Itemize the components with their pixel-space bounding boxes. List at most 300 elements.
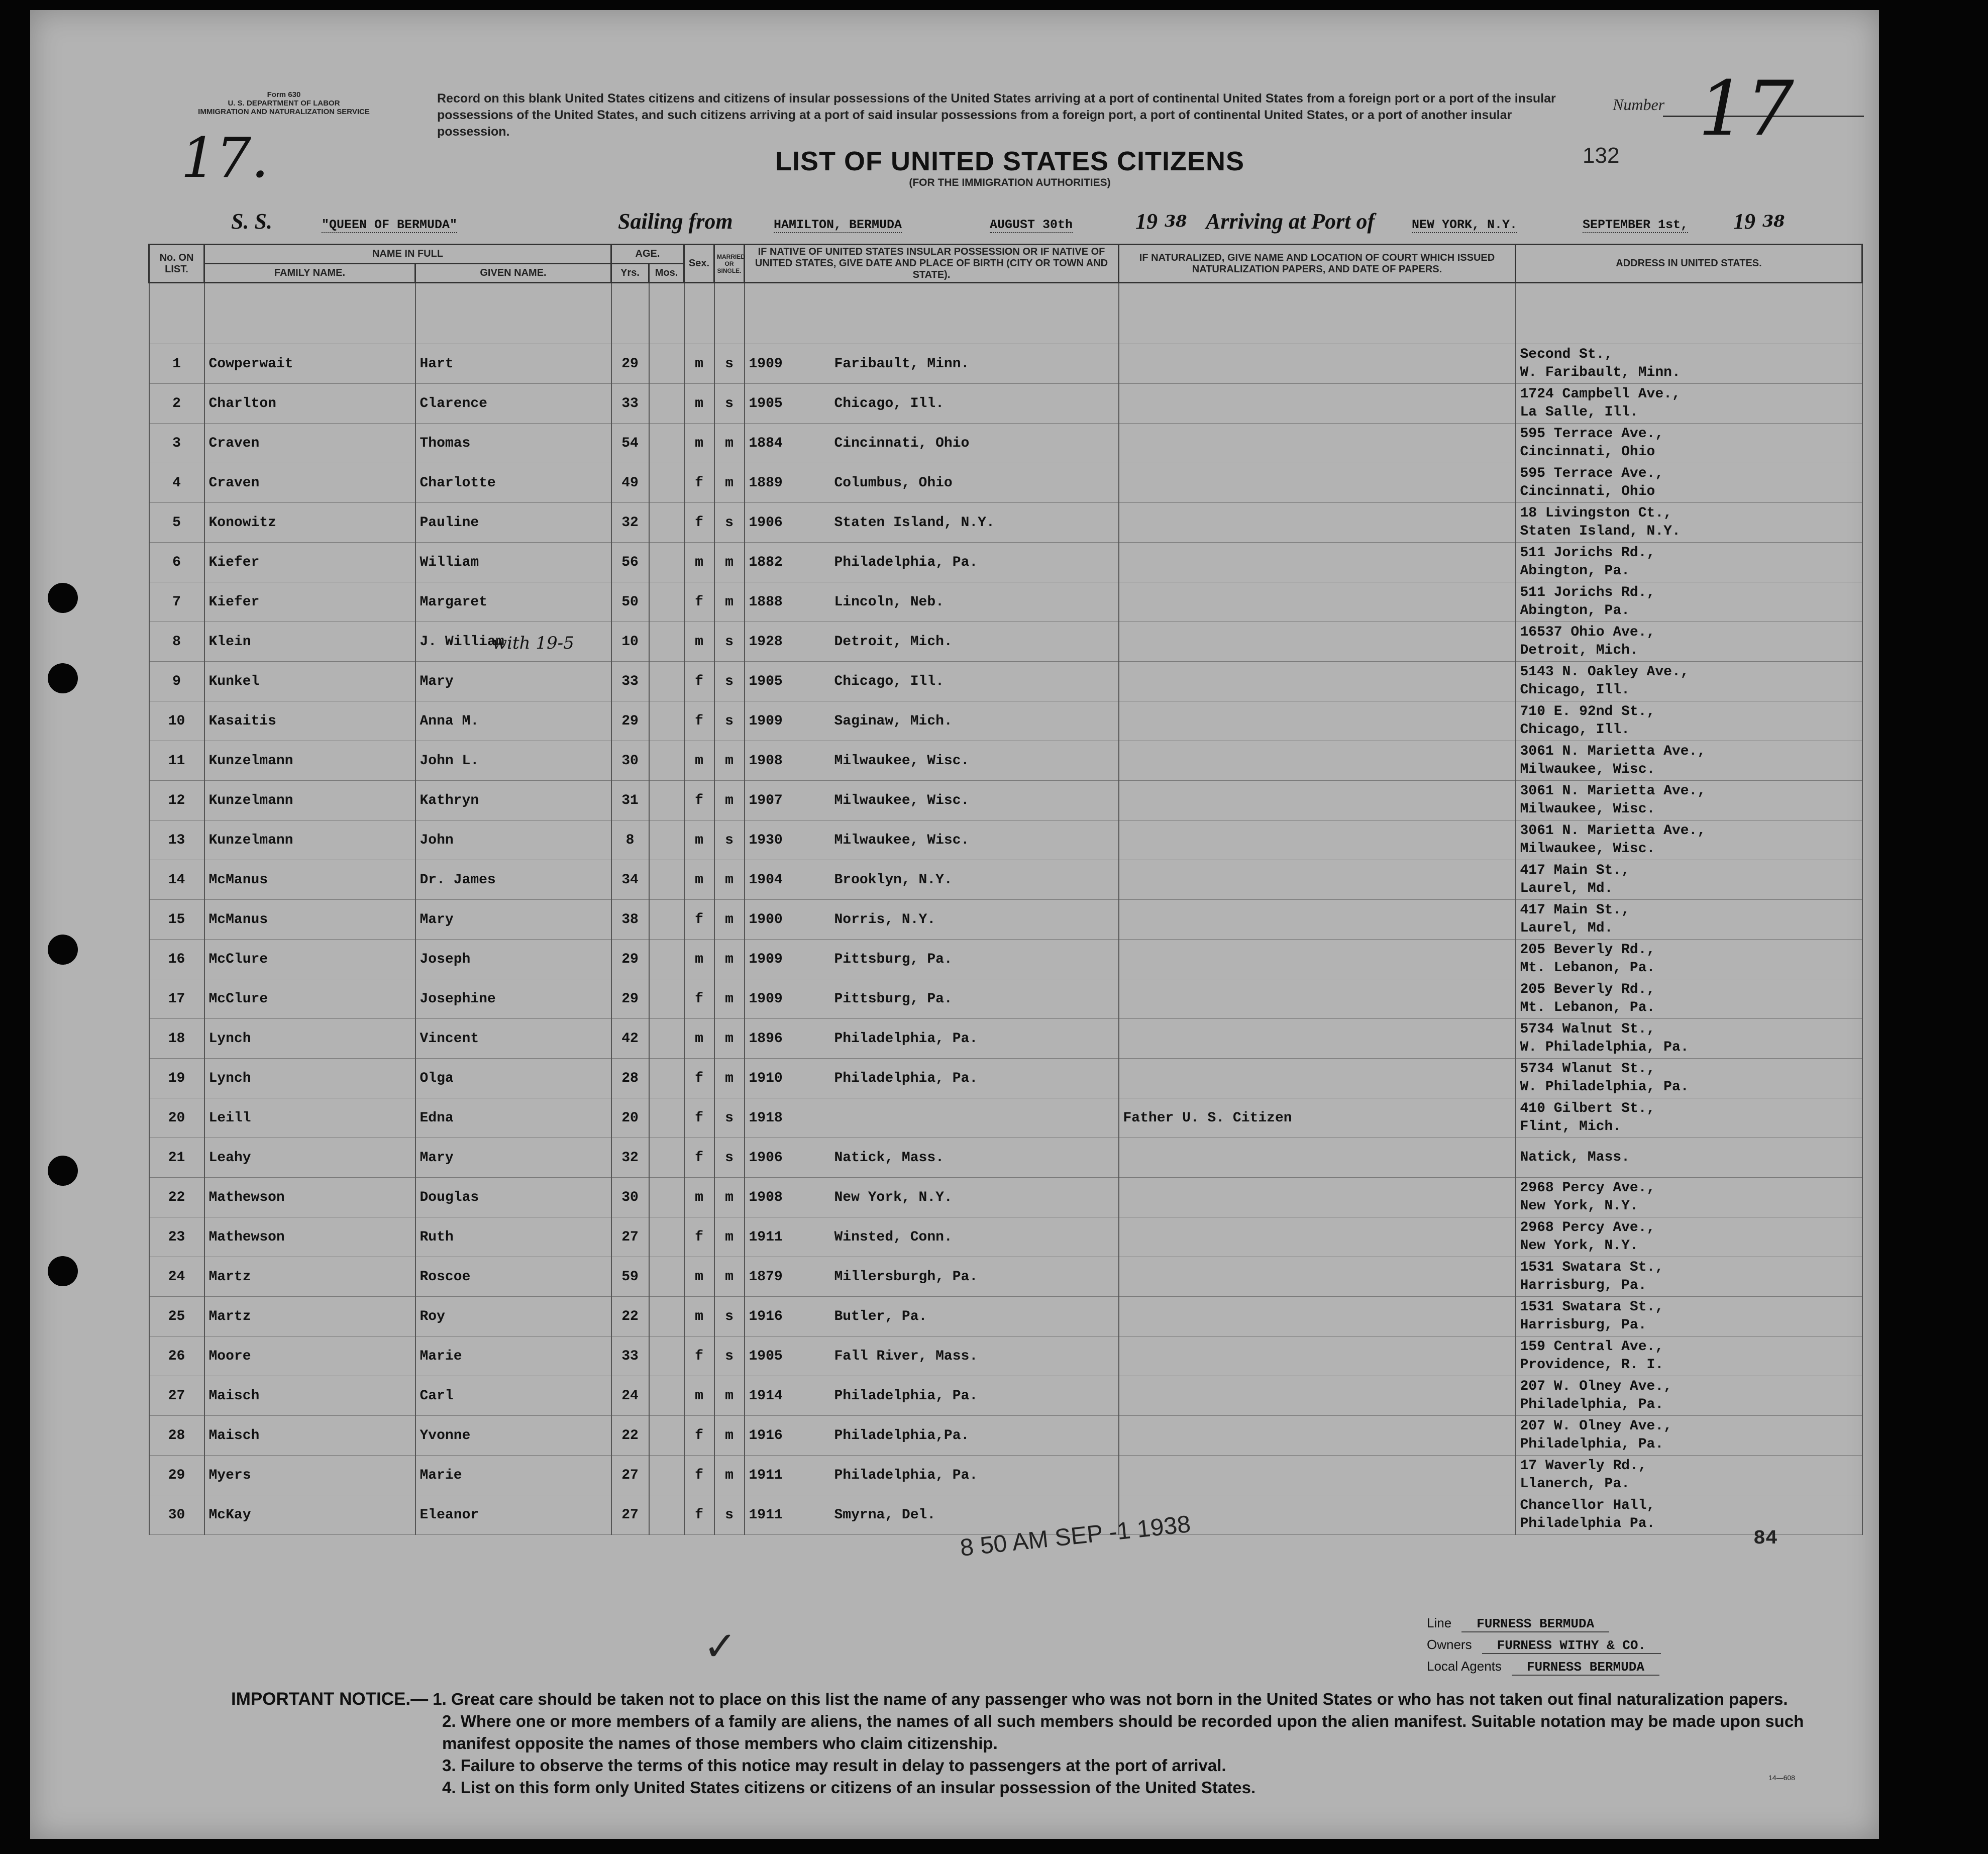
- table-row: [149, 940, 1862, 979]
- birth-info: [745, 820, 1119, 860]
- birth-info: [745, 860, 1119, 900]
- naturalization: [1119, 940, 1516, 979]
- family-name: Konowitz: [204, 503, 415, 543]
- notice-item-4: 4. List on this form only United States citizens or citizens of an insular possession of the United States.: [442, 1778, 1256, 1797]
- address-street: 16537 Ohio Ave.,: [1520, 625, 1655, 640]
- age-years: 29: [611, 344, 649, 384]
- sex: f: [684, 979, 714, 1019]
- naturalization: [1119, 662, 1516, 701]
- address-street: 2968 Percy Ave.,: [1520, 1180, 1655, 1196]
- given-name: Vincent: [415, 1019, 611, 1059]
- age-months: [649, 543, 684, 582]
- sailing-label: Sailing from: [618, 209, 733, 234]
- address-street: 410 Gilbert St.,: [1520, 1101, 1655, 1116]
- sex: m: [684, 424, 714, 463]
- birth-year: 1879: [749, 1269, 783, 1285]
- marital-status: m: [714, 781, 745, 820]
- address: [1516, 1376, 1862, 1416]
- birth-place: Winsted, Conn.: [834, 1229, 953, 1245]
- age-years: 27: [611, 1456, 649, 1495]
- age-years: 22: [611, 1416, 649, 1456]
- family-name: McKay: [204, 1495, 415, 1535]
- family-name: Leahy: [204, 1138, 415, 1178]
- owners-label: Owners: [1427, 1637, 1472, 1652]
- birth-place: Butler, Pa.: [834, 1308, 927, 1324]
- birth-year: 1906: [749, 514, 783, 531]
- family-name: Kunzelmann: [204, 741, 415, 781]
- agents-value: FURNESS BERMUDA: [1512, 1660, 1659, 1676]
- binder-hole: [48, 663, 78, 693]
- birth-info: [745, 1297, 1119, 1336]
- age-years: 29: [611, 940, 649, 979]
- birth-year: 1911: [749, 1507, 783, 1523]
- address: [1516, 940, 1862, 979]
- family-name: McClure: [204, 940, 415, 979]
- age-months: [649, 1495, 684, 1535]
- birth-place: Brooklyn, N.Y.: [834, 872, 953, 888]
- marital-status: m: [714, 424, 745, 463]
- table-row: [149, 1059, 1862, 1098]
- address-street: 5734 Walnut St.,: [1520, 1021, 1655, 1037]
- age-months: [649, 1178, 684, 1217]
- sailing-year: 38: [1165, 212, 1187, 231]
- age-years: 8: [611, 820, 649, 860]
- table-row: [149, 979, 1862, 1019]
- table-row: [149, 701, 1862, 741]
- birth-year: 1910: [749, 1070, 783, 1086]
- address-street: 3061 N. Marietta Ave.,: [1520, 744, 1706, 759]
- birth-info: [745, 1257, 1119, 1297]
- naturalization: Father U. S. Citizen: [1119, 1098, 1516, 1138]
- marital-status: s: [714, 622, 745, 662]
- birth-year: 1909: [749, 713, 783, 729]
- birth-info: [745, 662, 1119, 701]
- marital-status: m: [714, 582, 745, 622]
- number-value: 17: [1698, 65, 1794, 153]
- birth-info: [745, 781, 1119, 820]
- birth-place: Natick, Mass.: [834, 1150, 944, 1166]
- naturalization: [1119, 503, 1516, 543]
- family-name: Mathewson: [204, 1178, 415, 1217]
- table-row: [149, 1416, 1862, 1456]
- header-given-name: GIVEN NAME.: [415, 264, 611, 283]
- address: [1516, 979, 1862, 1019]
- birth-info: [745, 1098, 1119, 1138]
- birth-year: 1907: [749, 792, 783, 808]
- age-years: 54: [611, 424, 649, 463]
- binder-hole: [48, 935, 78, 965]
- address-city: Milwaukee, Wisc.: [1520, 841, 1655, 857]
- age-years: 56: [611, 543, 649, 582]
- address-street: 417 Main St.,: [1520, 863, 1630, 878]
- age-months: [649, 622, 684, 662]
- birth-year: 1905: [749, 673, 783, 689]
- table-row: [149, 1217, 1862, 1257]
- given-name: Thomas: [415, 424, 611, 463]
- page-subtitle: (FOR THE IMMIGRATION AUTHORITIES): [909, 177, 1111, 188]
- family-name: McManus: [204, 860, 415, 900]
- birth-place: Lincoln, Neb.: [834, 594, 944, 610]
- birth-info: [745, 582, 1119, 622]
- birth-info: [745, 1138, 1119, 1178]
- birth-info: [745, 1456, 1119, 1495]
- address: [1516, 1217, 1862, 1257]
- birth-year: 1904: [749, 872, 783, 888]
- notice-heading: IMPORTANT NOTICE.—: [231, 1689, 429, 1709]
- birth-info: [745, 384, 1119, 424]
- birth-info: [745, 424, 1119, 463]
- row-number: 3: [149, 424, 204, 463]
- birth-info: [745, 741, 1119, 781]
- address-city: Philadelphia Pa.: [1520, 1516, 1655, 1531]
- sex: m: [684, 820, 714, 860]
- address-street: 417 Main St.,: [1520, 902, 1630, 918]
- address-street: 2968 Percy Ave.,: [1520, 1220, 1655, 1235]
- table-row: [149, 1138, 1862, 1178]
- intro-text: Record on this blank United States citizens and citizens of insular possessions of the United States arriving at a port of continental United States from a foreign port or a port of the insular possessions of the United States, and such citizens arriving at a port of said insular possessions from a foreign port, a port of continental United States, or a port of another insular possession.: [437, 91, 1556, 139]
- address-street: 710 E. 92nd St.,: [1520, 704, 1655, 719]
- row-number: 19: [149, 1059, 204, 1098]
- table-row: [149, 1257, 1862, 1297]
- marital-status: m: [714, 1178, 745, 1217]
- given-name: Ruth: [415, 1217, 611, 1257]
- naturalization: [1119, 1217, 1516, 1257]
- family-name: Cowperwait: [204, 344, 415, 384]
- address-street: 1531 Swatara St.,: [1520, 1299, 1664, 1315]
- marital-status: m: [714, 463, 745, 503]
- address-city: Chicago, Ill.: [1520, 682, 1630, 698]
- age-years: 49: [611, 463, 649, 503]
- row-number: 17: [149, 979, 204, 1019]
- birth-year: 1908: [749, 753, 783, 769]
- naturalization: [1119, 860, 1516, 900]
- birth-info: [745, 940, 1119, 979]
- birth-year: 1918: [749, 1110, 783, 1126]
- passenger-table: [148, 244, 1863, 1535]
- age-months: [649, 1297, 684, 1336]
- address-city: Laurel, Md.: [1520, 881, 1613, 896]
- address-street: Chancellor Hall,: [1520, 1498, 1655, 1513]
- table-row: [149, 1336, 1862, 1376]
- address-city: W. Philadelphia, Pa.: [1520, 1079, 1689, 1095]
- marital-status: m: [714, 979, 745, 1019]
- marital-status: m: [714, 741, 745, 781]
- birth-info: [745, 1217, 1119, 1257]
- birth-place: Philadelphia, Pa.: [834, 1070, 978, 1086]
- address: [1516, 1257, 1862, 1297]
- form-number: Form 630: [267, 90, 301, 99]
- naturalization: [1119, 1297, 1516, 1336]
- naturalization: [1119, 463, 1516, 503]
- age-months: [649, 662, 684, 701]
- table-row: [149, 463, 1862, 503]
- age-years: 29: [611, 701, 649, 741]
- age-years: 30: [611, 1178, 649, 1217]
- sex: m: [684, 860, 714, 900]
- row-number: 24: [149, 1257, 204, 1297]
- naturalization: [1119, 1019, 1516, 1059]
- naturalization: [1119, 344, 1516, 384]
- sex: f: [684, 701, 714, 741]
- naturalization: [1119, 384, 1516, 424]
- address: [1516, 463, 1862, 503]
- address-street: 207 W. Olney Ave.,: [1520, 1379, 1672, 1394]
- age-months: [649, 741, 684, 781]
- line-label: Line: [1427, 1615, 1452, 1630]
- sex: f: [684, 1416, 714, 1456]
- address: [1516, 1297, 1862, 1336]
- naturalization: [1119, 622, 1516, 662]
- sex: f: [684, 1138, 714, 1178]
- age-years: 27: [611, 1495, 649, 1535]
- given-name: Olga: [415, 1059, 611, 1098]
- row-number: 8: [149, 622, 204, 662]
- voyage-line: [231, 209, 1814, 239]
- birth-info: [745, 344, 1119, 384]
- family-name: Kunzelmann: [204, 781, 415, 820]
- age-years: 38: [611, 900, 649, 940]
- address-city: W. Faribault, Minn.: [1520, 365, 1681, 380]
- sailing-from: HAMILTON, BERMUDA: [774, 218, 902, 232]
- arrival-date: SEPTEMBER 1st,: [1583, 218, 1689, 232]
- family-name: Kiefer: [204, 582, 415, 622]
- table-row: [149, 384, 1862, 424]
- given-name: Yvonne: [415, 1416, 611, 1456]
- sex: m: [684, 622, 714, 662]
- table-row: [149, 662, 1862, 701]
- birth-info: [745, 1416, 1119, 1456]
- header-no: No. ON LIST.: [149, 245, 204, 283]
- address-street: 595 Terrace Ave.,: [1520, 466, 1664, 481]
- family-name: Moore: [204, 1336, 415, 1376]
- sex: f: [684, 1059, 714, 1098]
- address-city: Philadelphia, Pa.: [1520, 1436, 1664, 1452]
- birth-info: [745, 463, 1119, 503]
- given-name: Mary: [415, 900, 611, 940]
- table-row: [149, 1178, 1862, 1217]
- birth-year: 1916: [749, 1427, 783, 1444]
- naturalization: [1119, 701, 1516, 741]
- row-number: 26: [149, 1336, 204, 1376]
- sex: m: [684, 1178, 714, 1217]
- given-name: Roy: [415, 1297, 611, 1336]
- address: [1516, 1495, 1862, 1535]
- sex: m: [684, 1019, 714, 1059]
- birth-place: Norris, N.Y.: [834, 911, 936, 928]
- header-married: MARRIED OR SINGLE.: [714, 245, 745, 283]
- birth-place: Chicago, Ill.: [834, 395, 944, 411]
- given-name: Hart: [415, 344, 611, 384]
- birth-place: Millersburgh, Pa.: [834, 1269, 978, 1285]
- birth-info: [745, 1019, 1119, 1059]
- address-street: 595 Terrace Ave.,: [1520, 426, 1664, 442]
- address-city: Mt. Lebanon, Pa.: [1520, 1000, 1655, 1015]
- birth-place: Pittsburg, Pa.: [834, 951, 953, 967]
- address: [1516, 781, 1862, 820]
- naturalization: [1119, 1336, 1516, 1376]
- header-naturalized: IF NATURALIZED, GIVE NAME AND LOCATION OF COURT WHICH ISSUED NATURALIZATION PAPERS, AND DATE OF PAPERS.: [1119, 245, 1516, 283]
- header-sex: Sex.: [684, 245, 714, 283]
- marital-status: m: [714, 1416, 745, 1456]
- number-label: Number: [1613, 95, 1665, 114]
- header-age: AGE.: [611, 245, 684, 264]
- given-name: Margaret: [415, 582, 611, 622]
- marital-status: s: [714, 344, 745, 384]
- table-row: [149, 344, 1862, 384]
- address-city: Cincinnati, Ohio: [1520, 444, 1655, 460]
- ss-label: S. S.: [231, 209, 272, 234]
- address-city: New York, N.Y.: [1520, 1198, 1638, 1214]
- address-city: Chicago, Ill.: [1520, 722, 1630, 738]
- age-years: 28: [611, 1059, 649, 1098]
- sex: m: [684, 344, 714, 384]
- birth-year: 1906: [749, 1150, 783, 1166]
- age-months: [649, 979, 684, 1019]
- birth-year: 1888: [749, 594, 783, 610]
- marital-status: s: [714, 1495, 745, 1535]
- sex: f: [684, 503, 714, 543]
- address: [1516, 701, 1862, 741]
- marital-status: m: [714, 1217, 745, 1257]
- blank-row: [149, 283, 1862, 344]
- sex: f: [684, 781, 714, 820]
- birth-year: 1882: [749, 554, 783, 570]
- sex: m: [684, 384, 714, 424]
- birth-year: 1905: [749, 1348, 783, 1364]
- page-count: 84: [1753, 1527, 1778, 1550]
- address: [1516, 582, 1862, 622]
- age-months: [649, 1019, 684, 1059]
- passenger-rows: [149, 283, 1862, 1535]
- given-name: Anna M.: [415, 701, 611, 741]
- family-name: Mathewson: [204, 1217, 415, 1257]
- birth-place: New York, N.Y.: [834, 1189, 953, 1205]
- birth-place: Philadelphia, Pa.: [834, 554, 978, 570]
- birth-place: Faribault, Minn.: [834, 356, 970, 372]
- sailing-date: AUGUST 30th: [990, 218, 1073, 232]
- address: [1516, 384, 1862, 424]
- marital-status: s: [714, 1098, 745, 1138]
- age-years: 29: [611, 979, 649, 1019]
- page-number: 132: [1583, 143, 1620, 168]
- age-years: 32: [611, 1138, 649, 1178]
- age-months: [649, 1257, 684, 1297]
- form-id-block: [146, 90, 422, 116]
- age-years: 31: [611, 781, 649, 820]
- sex: f: [684, 1456, 714, 1495]
- birth-place: Staten Island, N.Y.: [834, 514, 995, 531]
- address: [1516, 1019, 1862, 1059]
- age-years: 33: [611, 1336, 649, 1376]
- address: [1516, 1178, 1862, 1217]
- birth-year: 1905: [749, 395, 783, 411]
- table-row: [149, 582, 1862, 622]
- address-city: Mt. Lebanon, Pa.: [1520, 960, 1655, 976]
- row-number: 11: [149, 741, 204, 781]
- address-street: 5734 Wlanut St.,: [1520, 1061, 1655, 1077]
- line-info: [1427, 1615, 1661, 1680]
- address-city: Abington, Pa.: [1520, 603, 1630, 619]
- family-name: Maisch: [204, 1376, 415, 1416]
- address: [1516, 1098, 1862, 1138]
- marital-status: s: [714, 1297, 745, 1336]
- marital-status: s: [714, 503, 745, 543]
- sex: f: [684, 1098, 714, 1138]
- row-number: 28: [149, 1416, 204, 1456]
- header-yrs: Yrs.: [611, 264, 649, 283]
- given-name: Pauline: [415, 503, 611, 543]
- birth-place: Philadelphia, Pa.: [834, 1388, 978, 1404]
- address-city: La Salle, Ill.: [1520, 404, 1638, 420]
- title-block: [608, 146, 1412, 189]
- given-name: John: [415, 820, 611, 860]
- address-street: 5143 N. Oakley Ave.,: [1520, 664, 1689, 680]
- age-months: [649, 503, 684, 543]
- age-years: 50: [611, 582, 649, 622]
- given-name: Mary: [415, 1138, 611, 1178]
- address-street: 1724 Campbell Ave.,: [1520, 386, 1681, 402]
- birth-place: Milwaukee, Wisc.: [834, 753, 970, 769]
- birth-info: [745, 979, 1119, 1019]
- given-name: Carl: [415, 1376, 611, 1416]
- given-name: Eleanor: [415, 1495, 611, 1535]
- sex: f: [684, 582, 714, 622]
- birth-year: 1900: [749, 911, 783, 928]
- family-name: Craven: [204, 463, 415, 503]
- sex: f: [684, 662, 714, 701]
- address-street: 207 W. Olney Ave.,: [1520, 1418, 1672, 1434]
- family-name: Kunzelmann: [204, 820, 415, 860]
- marital-status: m: [714, 543, 745, 582]
- age-months: [649, 900, 684, 940]
- age-months: [649, 1059, 684, 1098]
- family-name: Maisch: [204, 1416, 415, 1456]
- birth-place: Milwaukee, Wisc.: [834, 792, 970, 808]
- sex: m: [684, 1257, 714, 1297]
- table-row: [149, 820, 1862, 860]
- given-name: Edna: [415, 1098, 611, 1138]
- given-name: Clarence: [415, 384, 611, 424]
- family-name: Craven: [204, 424, 415, 463]
- birth-place: Pittsburg, Pa.: [834, 991, 953, 1007]
- address: [1516, 1059, 1862, 1098]
- address-city: Natick, Mass.: [1520, 1150, 1630, 1165]
- given-name: Joseph: [415, 940, 611, 979]
- row-number: 15: [149, 900, 204, 940]
- address-street: 205 Beverly Rd.,: [1520, 942, 1655, 958]
- row-number: 16: [149, 940, 204, 979]
- handwritten-page-mark: 17.: [181, 126, 269, 190]
- age-months: [649, 1098, 684, 1138]
- table-row: [149, 543, 1862, 582]
- age-months: [649, 1416, 684, 1456]
- given-name: J. William: [415, 622, 611, 662]
- department-name: U. S. DEPARTMENT OF LABOR: [228, 99, 340, 108]
- marital-status: m: [714, 900, 745, 940]
- row-number: 30: [149, 1495, 204, 1535]
- address: [1516, 820, 1862, 860]
- birth-place: Philadelphia, Pa.: [834, 1031, 978, 1047]
- family-name: McClure: [204, 979, 415, 1019]
- age-months: [649, 940, 684, 979]
- arrival-year: 38: [1762, 212, 1785, 231]
- age-years: 24: [611, 1376, 649, 1416]
- address-city: Milwaukee, Wisc.: [1520, 801, 1655, 817]
- age-years: 59: [611, 1257, 649, 1297]
- service-name: IMMIGRATION AND NATURALIZATION SERVICE: [198, 108, 370, 116]
- address-street: 205 Beverly Rd.,: [1520, 982, 1655, 997]
- birth-year: 1908: [749, 1189, 783, 1205]
